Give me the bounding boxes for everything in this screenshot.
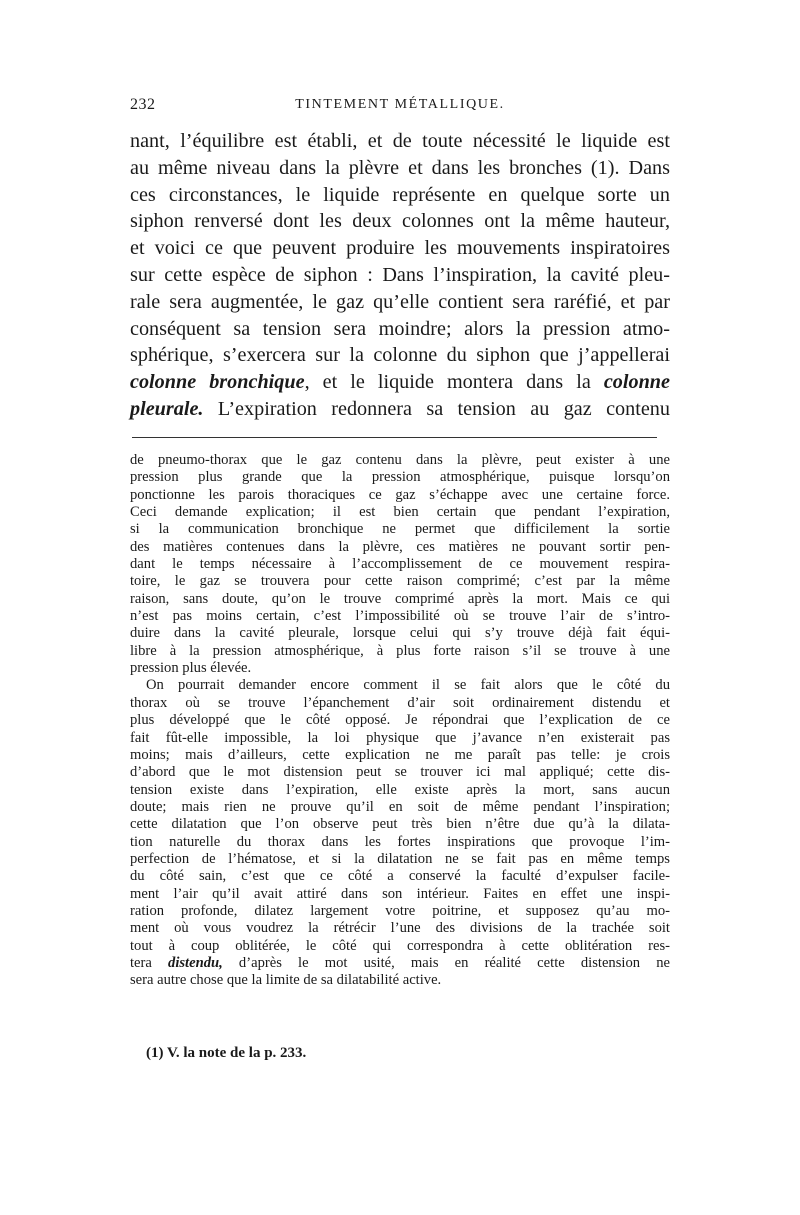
footnote-line: pression plus élevée. bbox=[130, 660, 252, 677]
text-line: siphon renversé dont les deux colonnes ont la même hauteur, bbox=[130, 210, 670, 233]
footnote-line: pression plus grande que la pression atmosphérique, puisque lorsqu’on bbox=[130, 469, 670, 486]
italic-term: colonne bbox=[603, 371, 670, 394]
footnote-line bbox=[130, 955, 670, 972]
footnote-line: de pneumo-thorax que le gaz contenu dans la plèvre, peut exister à une bbox=[130, 452, 670, 468]
footnote-line: n’est pas moins certain, c’est l’impossibilité où se trouve l’air de s’intro- bbox=[130, 608, 670, 625]
text-line: ces circonstances, le liquide représente en quelque sorte un bbox=[130, 183, 670, 206]
running-title: TINTEMENT MÉTALLIQUE. bbox=[295, 97, 505, 112]
text-segment: L’expiration redonnera sa tension au gaz contenu bbox=[203, 397, 670, 420]
footnote-reference: (1) V. la note de la p. 233. bbox=[146, 1045, 307, 1061]
text-line: sur cette espèce de siphon : Dans l’inspiration, la cavité pleu- bbox=[130, 263, 670, 286]
footnote-line: cette dilatation que l’on observe peut très bien n’être due qu’à la dilata- bbox=[130, 816, 670, 833]
main-paragraph bbox=[130, 128, 670, 423]
footnote-line: si la communication bronchique ne permet que difficilement la sortie bbox=[130, 521, 670, 538]
text-line: rale sera augmentée, le gaz qu’elle contient sera raréfié, et par bbox=[130, 290, 670, 313]
italic-term: distendu, bbox=[168, 954, 223, 971]
footnote-line: dant le temps nécessaire à l’accomplissement de ce mouvement respira- bbox=[130, 556, 670, 573]
footnote-line: fait fût-elle impossible, la loi physique que j’avance n’en existerait pas bbox=[130, 729, 670, 746]
footnote-line: libre à la pression atmosphérique, à plus forte raison s’il se trouve à une bbox=[130, 642, 670, 659]
page-number: 232 bbox=[130, 96, 156, 113]
footnote-line: tension existe dans l’expiration, elle existe après la mort, sans aucun bbox=[130, 781, 670, 798]
footnote-line: ment où vous voudrez la rétrécir l’une des divisions de la trachée soit bbox=[130, 920, 670, 937]
text-line: conséquent sa tension sera moindre; alors la pression atmo- bbox=[130, 317, 670, 340]
footnote-line: perfection de l’hématose, et si la dilatation ne se fait pas en même temps bbox=[130, 850, 670, 867]
italic-term: colonne bronchique bbox=[130, 371, 305, 394]
footnote-line: d’abord que le mot distension peut se trouver ici mal appliqué; cette dis- bbox=[130, 764, 670, 781]
footnote-line: doute; mais rien ne prouve qu’il en soit de même pendant l’inspiration; bbox=[130, 798, 670, 815]
footnote-line: raison, sans doute, qu’on le trouve comprimé après la mort. Mais ce qui bbox=[130, 590, 670, 607]
footnote-line: sera autre chose que la limite de sa dilatabilité active. bbox=[130, 972, 442, 989]
text-line: et voici ce que peuvent produire les mouvements inspiratoires bbox=[130, 237, 670, 260]
text-line: au même niveau dans la plèvre et dans les bronches (1). Dans bbox=[130, 156, 670, 179]
text-segment: , et le liquide montera dans la bbox=[304, 371, 591, 394]
italic-term: pleurale. bbox=[130, 397, 204, 420]
footnote-line: ment l’air qu’il avait attiré dans son intérieur. Faites en effet une inspi- bbox=[130, 885, 670, 902]
page-header bbox=[130, 96, 670, 118]
footnote-line: toire, le gaz se trouvera pour cette raison comprimé; c’est par la même bbox=[130, 573, 670, 590]
footnote-text bbox=[130, 452, 670, 990]
footnote-line: des matières contenues dans la plèvre, ces matières ne pouvant sortir pen- bbox=[130, 538, 670, 555]
footnote-line: thorax où se trouve l’épanchement d’air soit ordinairement distendu et bbox=[130, 694, 670, 711]
footnote-line: tout à coup oblitérée, le côté qui correspondra à cette oblitération res- bbox=[130, 937, 670, 954]
footnote-line: du côté sain, c’est que ce côté a conservé la faculté d’expulser facile- bbox=[130, 868, 670, 885]
text-segment: d’après le mot usité, mais en réalité cette distension ne bbox=[222, 954, 670, 971]
text-line bbox=[130, 369, 670, 396]
footnote-line: ponctionne les parois thoraciques ce gaz s’échappe avec une certaine force. bbox=[130, 486, 670, 503]
footnote-line: On pourrait demander encore comment il se fait alors que le côté du bbox=[146, 677, 670, 694]
footnote-separator bbox=[132, 437, 657, 438]
footnote-line: tion naturelle du thorax dans les fortes inspirations que provoque l’im- bbox=[130, 833, 670, 850]
text-line: nant, l’équilibre est établi, et de toute nécessité le liquide est bbox=[130, 130, 670, 152]
footnote-line: moins; mais d’ailleurs, cette explication ne me paraît pas telle: je crois bbox=[130, 746, 670, 763]
footnote-line: plus développé que le côté opposé. Je répondrai que l’explication de ce bbox=[130, 712, 670, 729]
footnote-line: duire dans la cavité pleurale, lorsque celui qui s’y trouve déjà fait équi- bbox=[130, 625, 670, 642]
text-line: sphérique, s’exercera sur la colonne du siphon que j’appellerai bbox=[130, 344, 670, 367]
text-line bbox=[130, 396, 670, 423]
footnote-line: Ceci demande explication; il est bien certain que pendant l’expiration, bbox=[130, 504, 670, 521]
text-segment: tera bbox=[130, 954, 169, 971]
footnote-line: ration profonde, dilatez largement votre poitrine, et supposez qu’au mo- bbox=[130, 902, 670, 919]
